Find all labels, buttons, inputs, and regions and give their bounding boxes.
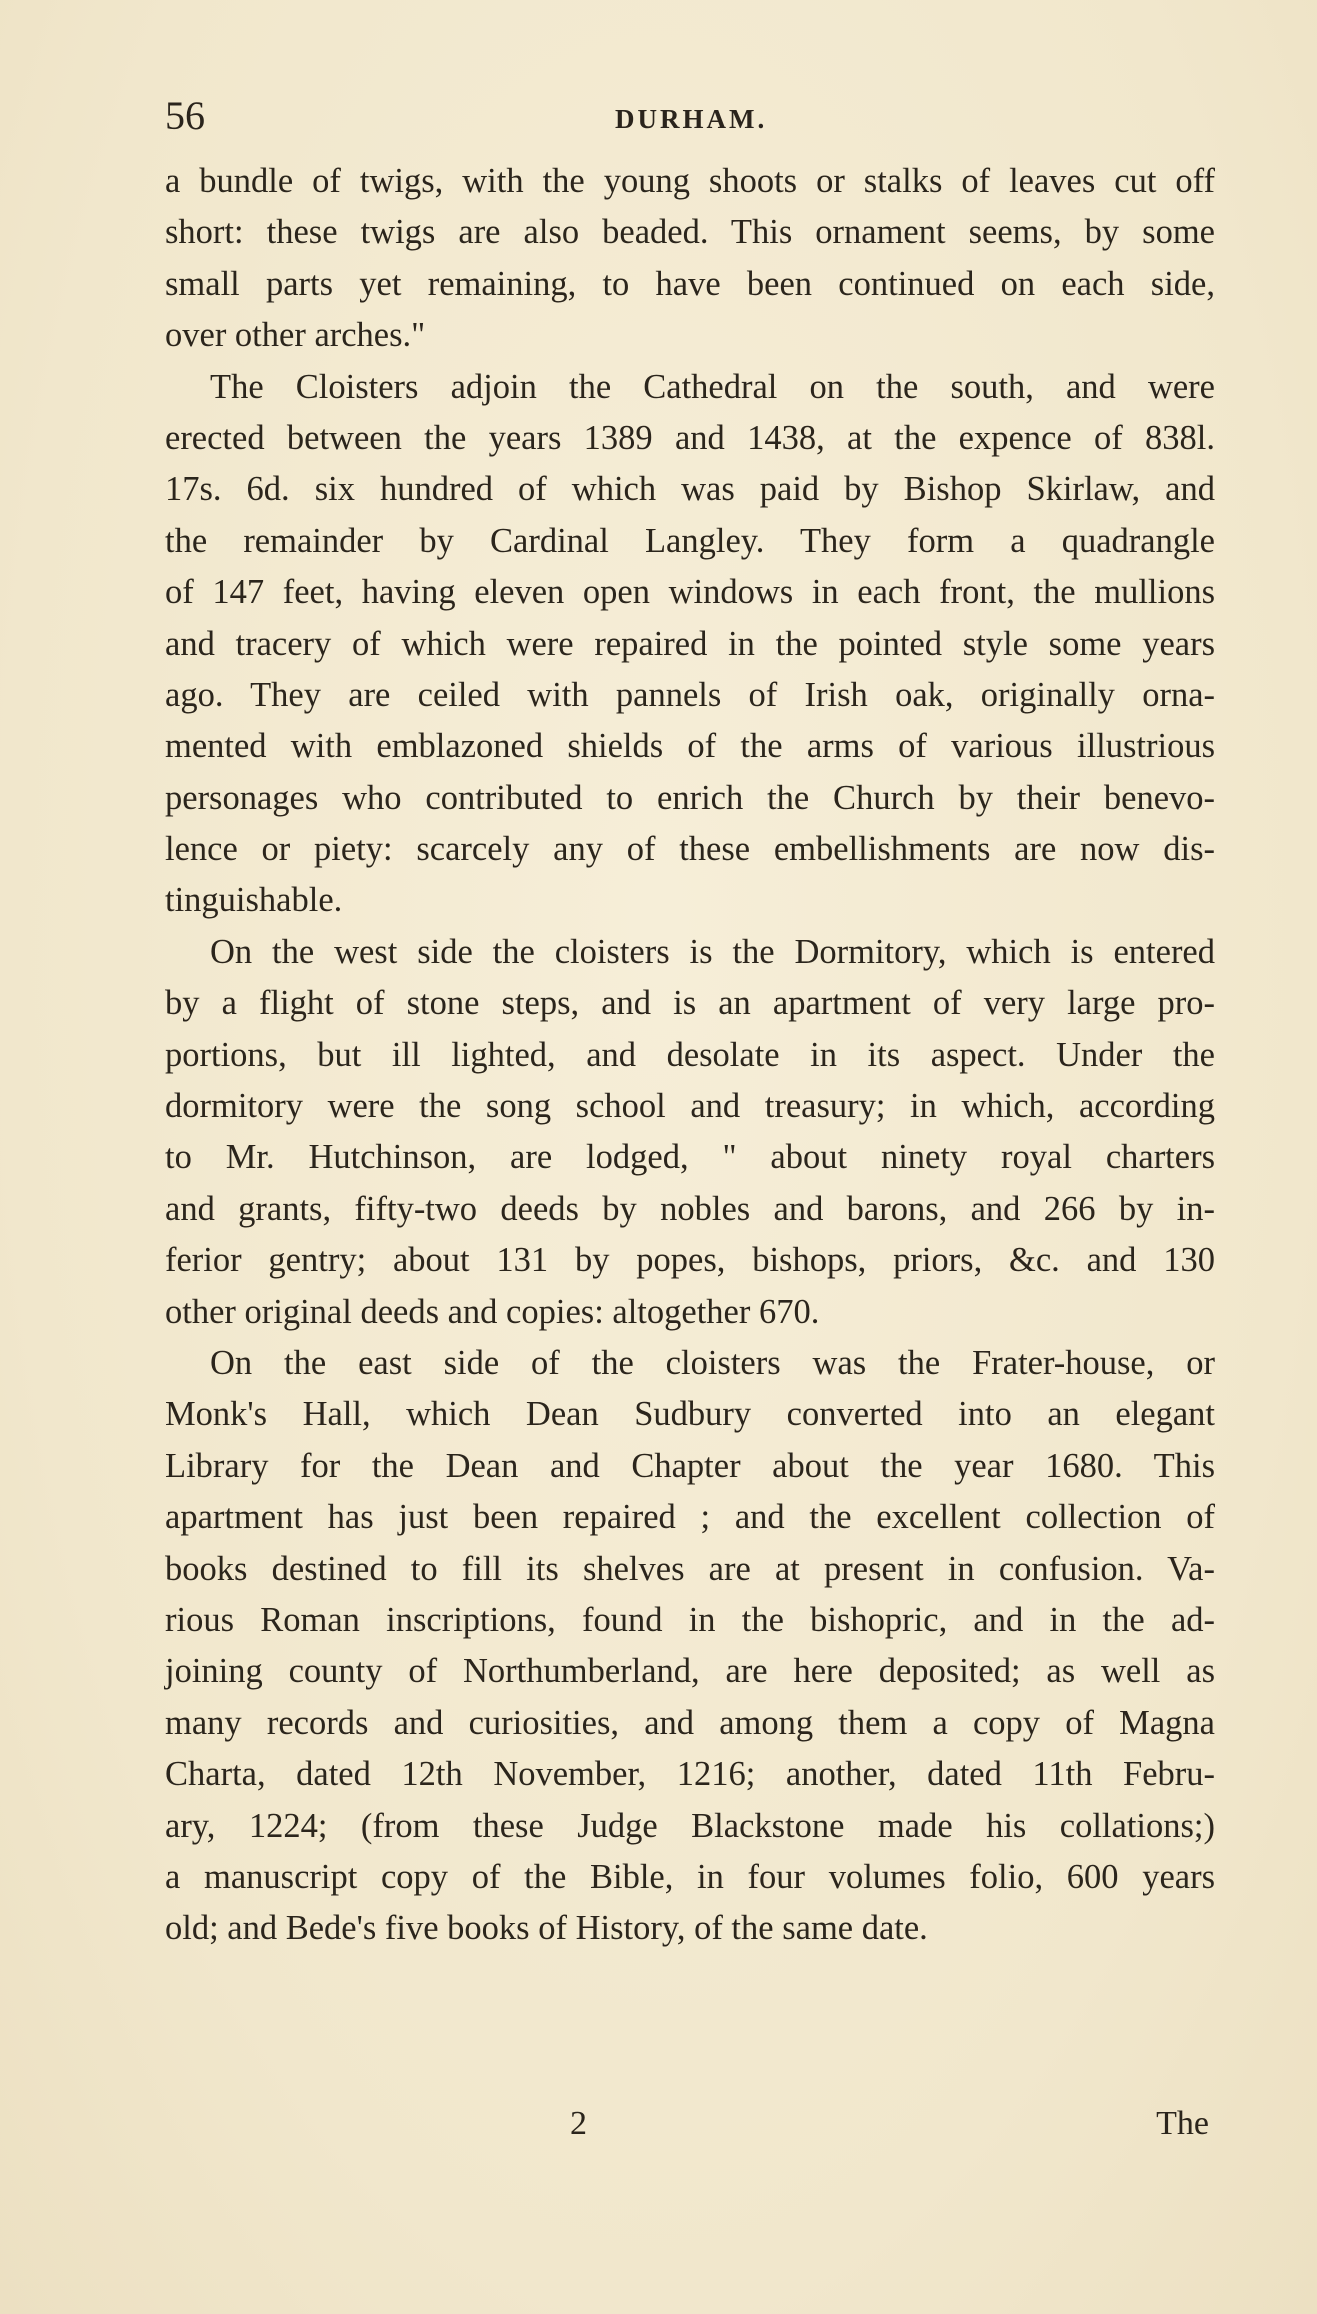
text-line: The Cloisters adjoin the Cathedral on the south, and were [210, 367, 1215, 406]
text-line: the remainder by Cardinal Langley. They form a quadrangle [165, 521, 1215, 560]
text-line: Library for the Dean and Chapter about the year 1680. This [165, 1446, 1215, 1485]
page-footer [165, 2105, 1215, 2155]
text-line: apartment has just been repaired ; and the excellent collection of [165, 1498, 1215, 1537]
text-line: lence or piety: scarcely any of these embellishments are now dis- [165, 830, 1215, 869]
text-line: ary, 1224; (from these Judge Blackstone made his collations;) [165, 1806, 1215, 1845]
catchword: The [1156, 2105, 1209, 2142]
text-line: erected between the years 1389 and 1438, at the expence of 838l. [165, 418, 1215, 457]
text-line: a manuscript copy of the Bible, in four volumes folio, 600 years [165, 1857, 1215, 1896]
text-line: books destined to fill its shelves are at present in confusion. Va- [165, 1549, 1215, 1588]
text-line: a bundle of twigs, with the young shoots or stalks of leaves cut off [165, 162, 1215, 200]
text-line: dormitory were the song school and treasury; in which, according [165, 1087, 1215, 1126]
text-line: Charta, dated 12th November, 1216; another, dated 11th Febru- [165, 1755, 1215, 1794]
signature-mark: 2 [570, 2105, 587, 2142]
text-line: Monk's Hall, which Dean Sudbury converted into an elegant [165, 1395, 1215, 1434]
text-line: old; and Bede's five books of History, of the same date. [165, 1909, 928, 1948]
text-line: small parts yet remaining, to have been continued on each side, [165, 264, 1215, 303]
text-line: joining county of Northumberland, are here deposited; as well as [165, 1652, 1215, 1691]
text-line: and grants, fifty-two deeds by nobles and barons, and 266 by in- [165, 1189, 1215, 1228]
text-line: On the west side the cloisters is the Dormitory, which is entered [210, 932, 1215, 971]
text-line: to Mr. Hutchinson, are lodged, " about ninety royal charters [165, 1138, 1215, 1177]
running-head: DURHAM. [615, 104, 768, 134]
text-line: by a flight of stone steps, and is an apartment of very large pro- [165, 984, 1215, 1023]
body-text [165, 156, 1215, 1955]
text-line: 17s. 6d. six hundred of which was paid by Bishop Skirlaw, and [165, 470, 1215, 509]
text-line: mented with emblazoned shields of the arms of various illustrious [165, 727, 1215, 766]
text-line: ferior gentry; about 131 by popes, bishops, priors, &c. and 130 [165, 1241, 1215, 1280]
text-line: portions, but ill lighted, and desolate in its aspect. Under the [165, 1035, 1215, 1074]
text-line: ago. They are ceiled with pannels of Irish oak, originally orna- [165, 675, 1215, 714]
text-line: personages who contributed to enrich the Church by their benevo- [165, 778, 1215, 817]
text-line: On the east side of the cloisters was the Frater-house, or [210, 1343, 1215, 1382]
text-line: short: these twigs are also beaded. This ornament seems, by some [165, 213, 1215, 252]
text-line: other original deeds and copies: altogether 670. [165, 1292, 820, 1331]
text-line: of 147 feet, having eleven open windows in each front, the mullions [165, 573, 1215, 612]
text-line: many records and curiosities, and among them a copy of Magna [165, 1703, 1215, 1742]
page-header [165, 92, 1215, 142]
text-line: and tracery of which were repaired in the pointed style some years [165, 624, 1215, 663]
text-line: over other arches." [165, 316, 426, 355]
text-line: rious Roman inscriptions, found in the bishopric, and in the ad- [165, 1600, 1215, 1639]
text-line: tinguishable. [165, 881, 343, 920]
page-number: 56 [165, 93, 205, 138]
